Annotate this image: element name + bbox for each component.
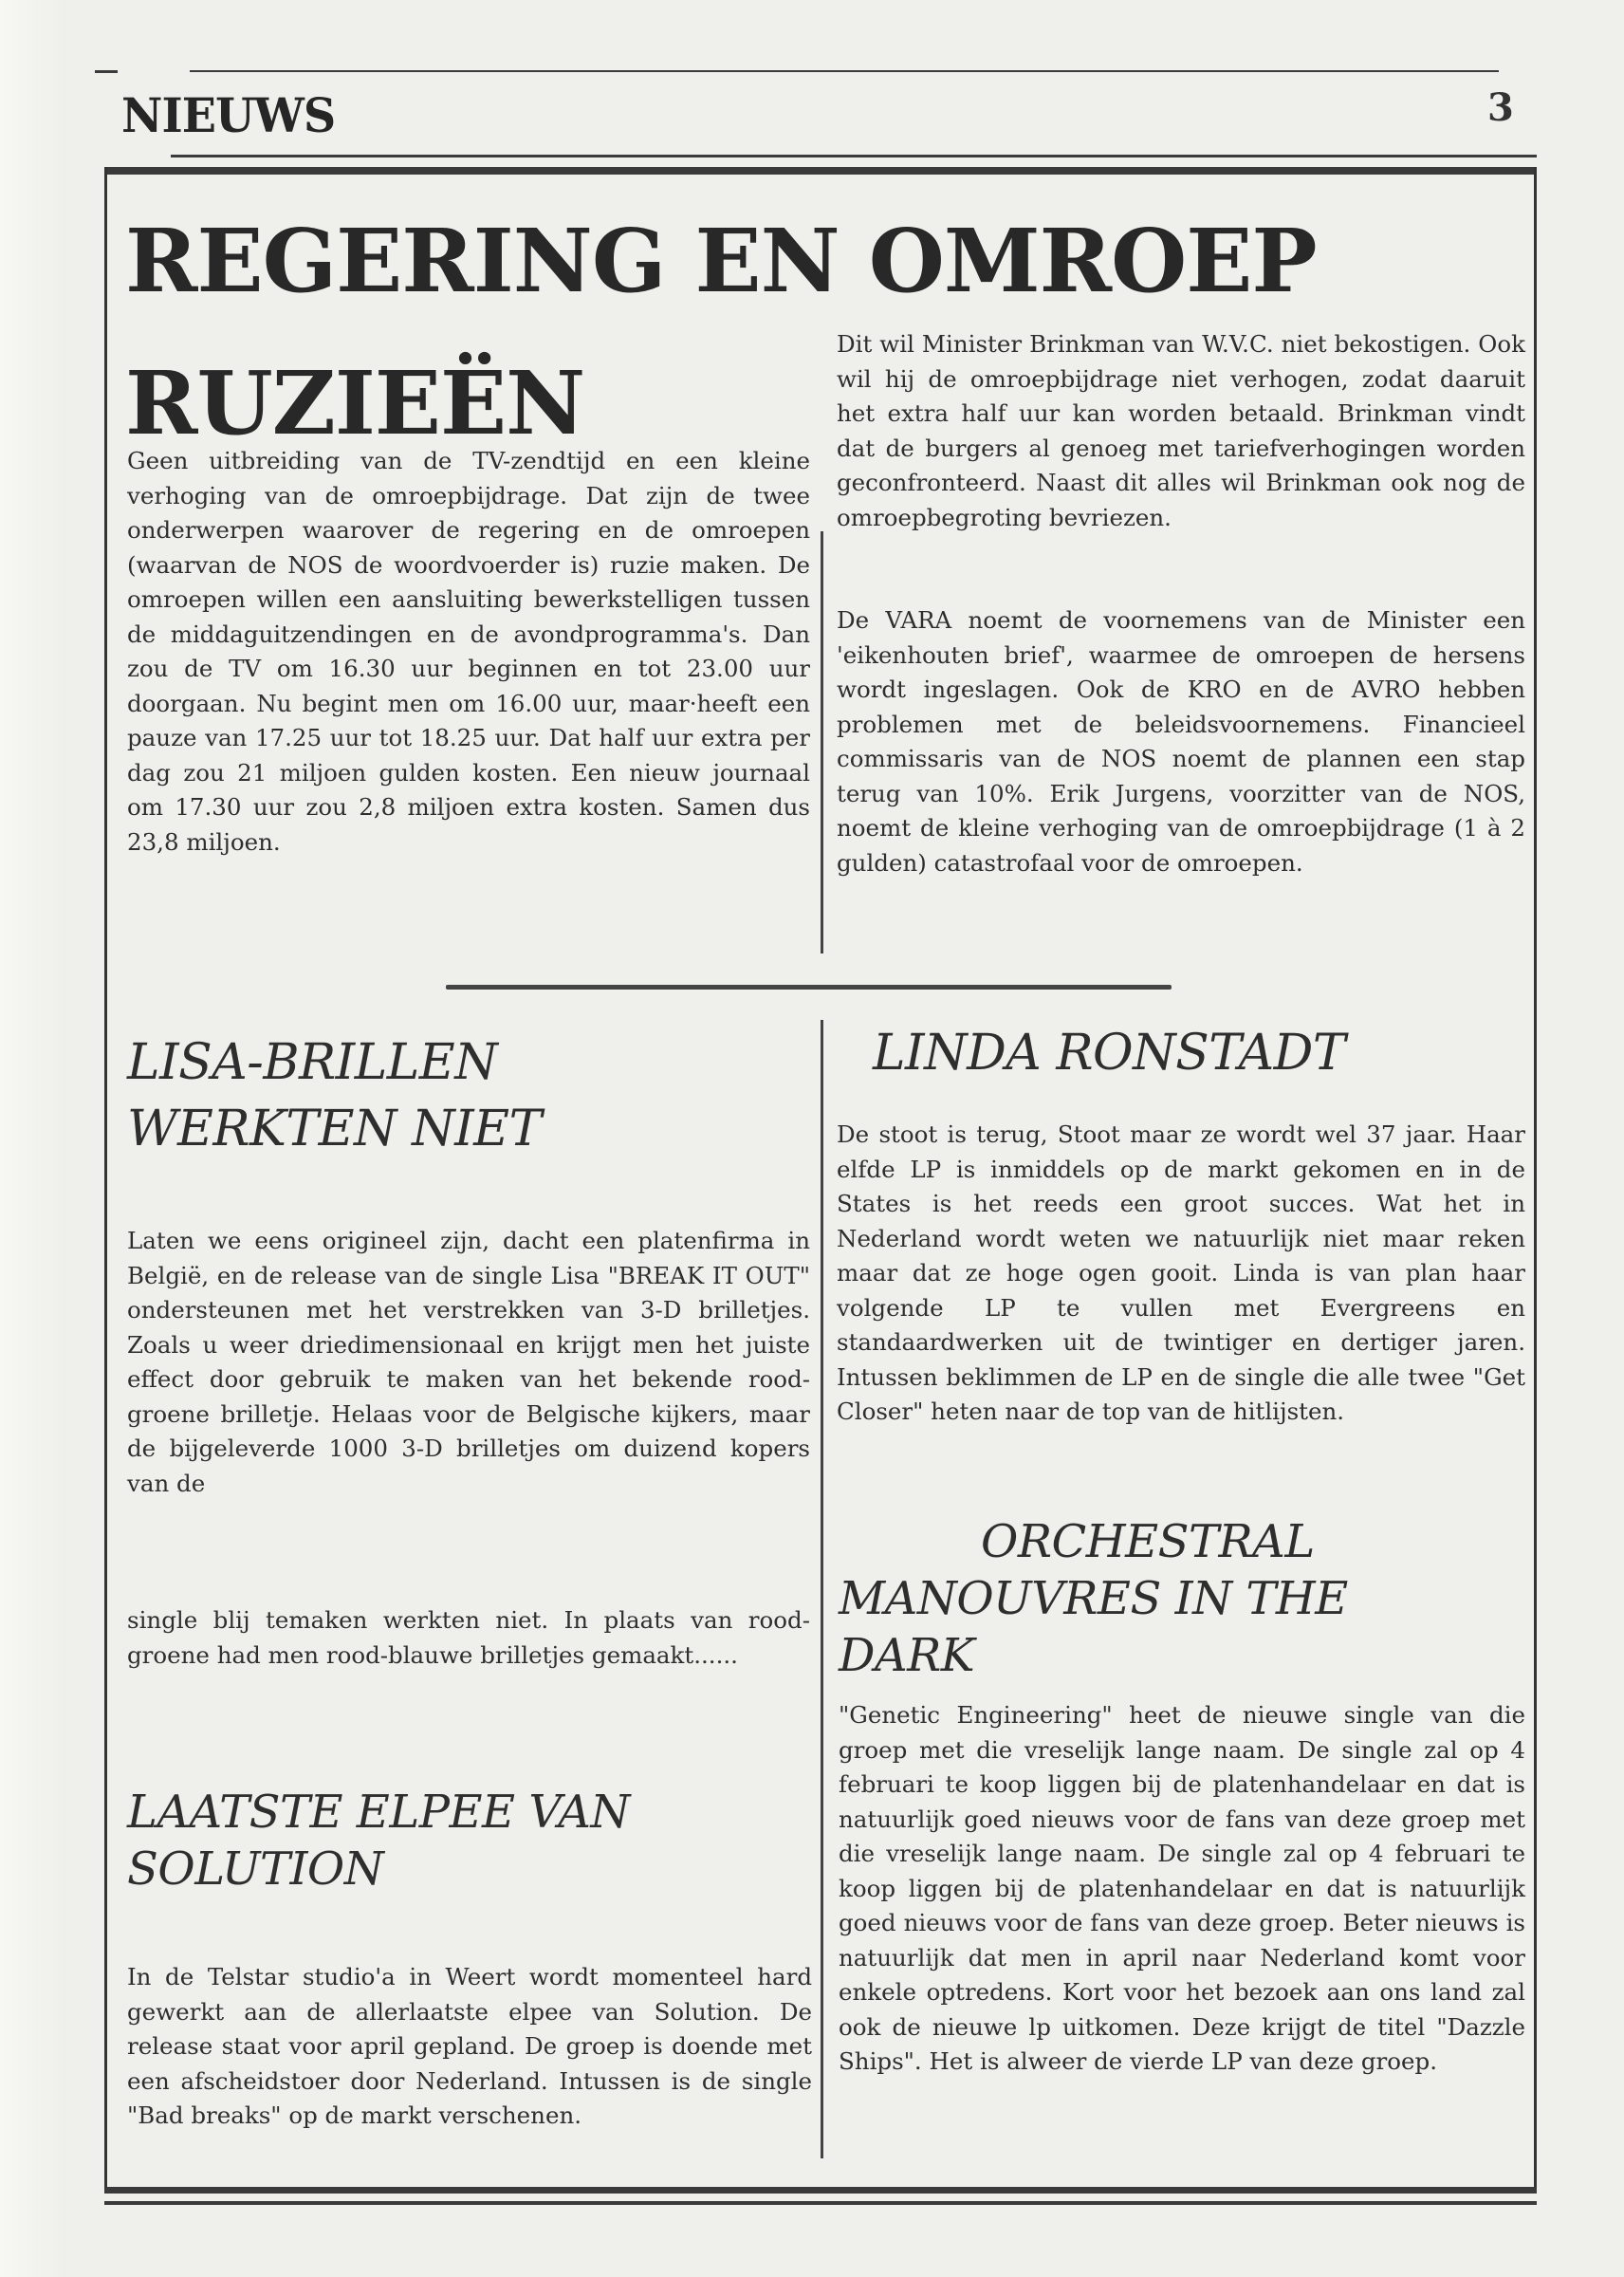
- article-title-lisa: LISA-BRILLEN WERKTEN NIET: [127, 1034, 542, 1157]
- article-lisa-p2: single blij temaken werkten niet. In plaats van rood-groene had men rood-blauwe brilletjes gemaakt......: [127, 1606, 810, 1669]
- masthead-top-rule-stub: [95, 70, 118, 73]
- article-omd-body: "Genetic Engineering" heet de nieuwe single van die groep met die vreselijk lange naam. De single zal op 4 februari te koop liggen bij de platenhandelaar en dat is natuurlijk goed nieuws voor de fans van deze groep met die vreselijk lange naam. De single zal op 4 februari te koop liggen bij de platenhandelaar en dat is natuurlijk goed nieuws voor de fans van deze groep. Beter nieuws is natuurlijk dat men in april naar Nederland komt voor enkele optredens. Kort voor het bezoek aan ons land zal ook de nieuwe lp uitkomen. Deze krijgt de titel "Dazzle Ships". Het is alweer de vierde LP van deze groep.: [839, 1701, 1525, 2075]
- article-regering-col2-p2: De VARA noemt de voornemens van de Minister een 'eikenhouten brief', waarmee de omroepen de hersens wordt ingeslagen. Ook de KRO en de AVRO hebben problemen met de beleidsvoornemens. Financieel commissaris van de NOS noemt de plannen een stap terug van 10%. Erik Jurgens, voorzitter van de NOS, noemt de kleine verhoging van de omroepbijdrage (1 à 2 gulden) catastrofaal voor de omroepen.: [837, 606, 1525, 877]
- headline-line-2: RUZIEËN: [125, 352, 585, 454]
- article-title-solution: LAATSTE ELPEE VAN SOLUTION: [127, 1786, 630, 1896]
- article-lisa-p1: Laten we eens origineel zijn, dacht een platenfirma in België, en de release van de single Lisa "BREAK IT OUT" ondersteunen met het verstrekken van 3-D brilletjes. Zoals u weer driedimensionaal en krijgt men het juiste effect door gebruik te maken van het bekende rood-groene brilletje. Helaas voor de Belgische kijkers, maar de bijgeleverde 1000 3-D brilletjes om duizend kopers van de: [127, 1227, 810, 1497]
- article-title-linda: LINDA RONSTADT: [873, 1025, 1346, 1082]
- column-divider-top: [821, 531, 823, 953]
- column-divider-bottom: [821, 1020, 823, 2158]
- footer-rule: [104, 2201, 1537, 2205]
- article-linda-body: De stoot is terug, Stoot maar ze wordt wel 37 jaar. Haar elfde LP is inmiddels op de markt gekomen en in de States is het reeds een groot succes. Wat het in Nederland wordt weten we natuurlijk niet maar reken maar dat ze hoge ogen gooit. Linda is van plan haar volgende LP te vullen met Evergreens en standaardwerken uit de twintiger en dertiger jaren. Intussen beklimmen de LP en de single die alle twee "Get Closer" heten naar de top van de hitlijsten.: [837, 1120, 1525, 1425]
- page-number: 3: [1487, 85, 1514, 130]
- page-margin: [0, 0, 66, 2277]
- article-regering-col1: Geen uitbreiding van de TV-zendtijd en een kleine verhoging van de omroepbijdrage. Dat zijn de twee onderwerpen waarover de regering en de omroepen (waarvan de NOS de woordvoerder is) ruzie maken. De omroepen willen een aansluiting bewerkstelligen tussen de middaguitzendingen en de avondprogramma's. Dan zou de TV om 16.30 uur beginnen en tot 23.00 uur doorgaan. Nu begint men om 16.00 uur, maar·heeft een pauze van 17.25 uur tot 18.25 uur. Dat half uur extra per dag zou 21 miljoen gulden kosten. Een nieuw journaal om 17.30 uur zou 2,8 miljoen extra kosten. Samen dus 23,8 miljoen.: [127, 447, 810, 856]
- article-solution-body: In de Telstar studio'a in Weert wordt momenteel hard gewerkt aan de allerlaatste elpee van Solution. De release staat voor april gepland. De groep is doende met een afscheidstoer door Nederland. Intussen is de single "Bad breaks" op de markt verschenen.: [127, 1963, 812, 2129]
- section-divider-rule: [446, 985, 1172, 990]
- article-title-omd: ORCHESTRAL MANOUVRES IN THE DARK: [839, 1515, 1348, 1682]
- headline-line-1: REGERING EN OMROEP: [125, 210, 1317, 312]
- masthead-top-rule: [190, 70, 1499, 72]
- article-regering-col2-p1: Dit wil Minister Brinkman van W.V.C. niet bekostigen. Ook wil hij de omroepbijdrage niet verhogen, zodat daaruit het extra half uur kan worden betaald. Brinkman vindt dat de burgers al genoeg met tariefverhogingen worden geconfronteerd. Naast dit alles wil Brinkman ook nog de omroepbegroting bevriezen.: [837, 330, 1525, 531]
- masthead-bottom-rule: [171, 155, 1537, 157]
- section-title-nieuws: NIEUWS: [121, 87, 336, 143]
- frame-bottom-rule: [104, 2187, 1537, 2194]
